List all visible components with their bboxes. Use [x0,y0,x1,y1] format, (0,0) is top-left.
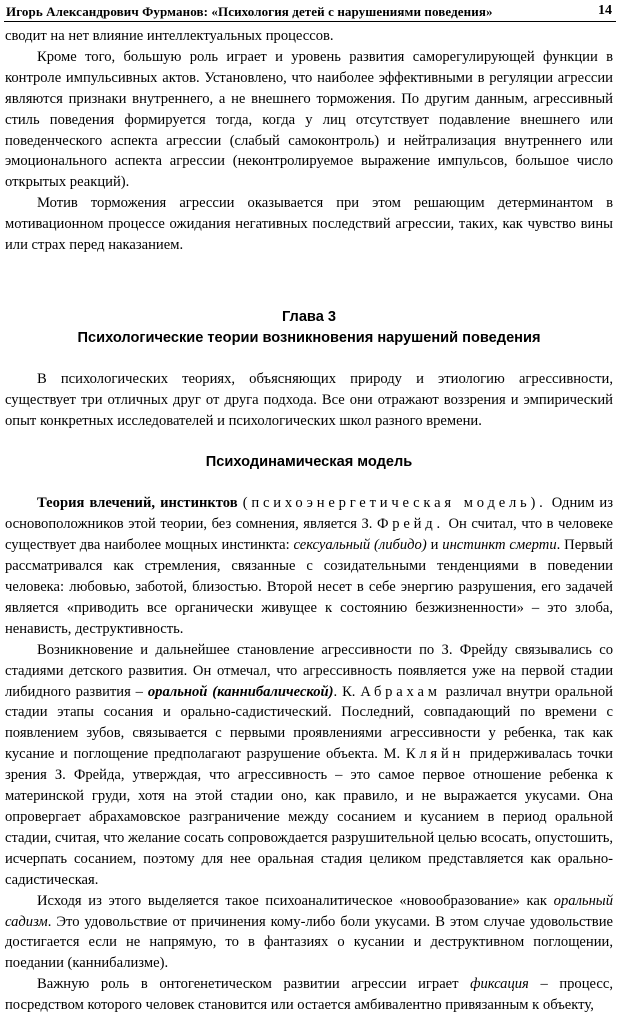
spacer [5,432,613,452]
paragraph-8: Важную роль в онтогенетическом развитии агрессии играет фиксация – процесс, посредством которого человек становится или остается амбивалентно привязанным к объекту, [5,976,613,1014]
paragraph-7: Исходя из этого выделяется такое психоаналитическое «новообразование» как оральный садизм. Это удовольствие от причинения кому-либо боли укусами. В этом случае удовольствие достигается если не напрямую, то в фантазиях о кусании и деструктивном поглощении, поедании (каннибализме). [5,892,613,972]
spacer [5,472,613,493]
paragraph-4: В психологических теориях, объясняющих природу и этиологию агрессивности, существует три отличных друг от друга подхода. Все они отражают воззрения и эмпирический опыт конкретных исследователей и психологических школ разного времени. [5,370,613,429]
paragraph-6: Возникновение и дальнейшее становление агрессивности по З. Фрейду связывались со стадиями детского развития. Он отмечал, что агрессивность появляется уже на первой стадии либидного развития – оральной (каннибалической). К. Абрахам различал внутри оральной стадии этапы сосания и орально-садистический. Последний, совпадающий по времени с появлением зубов, связывается с первыми проявлениями агрессивности у ребенка, так как кусание и поглощение предполагают разрушение объекта. М. Кляйн придерживалась точки зрения З. Фрейда, утверждая, что агрессивность – это самое первое отношение ребенка к материнской груди, хотя на этой стадии оно, как правило, и не выражается укусами. Она опровергает абрахамовское разграничение между сосанием и кусанием в период оральной стадии, считая, что желание сосать сопровождается разрушительной целью всосать, опустошить, исчерпать сосанием, поэтому для нее оральная стадия целиком представляется как орально-садистическая. [5,641,613,888]
paragraph-3: Мотив торможения агрессии оказывается при этом решающим детерминантом в мотивационном процессе ожидания негативных последствий агрессии, таких, как чувство вины или страх перед наказанием. [5,195,613,254]
chapter-title: Психологические теории возникновения нарушений поведения [77,329,541,346]
klein-name: Кляйн [405,746,465,763]
spaced-term: (психоэнергетическая модель). [242,495,547,512]
paragraph-5: Теория влечений, инстинктов (психоэнергетическая модель). Одним из основоположников этой теории, без сомнения, является З. Фрейд. Он считал, что в человеке существует два наиболее мощных инстинкта: сексуальный (либидо) и инстинкт смерти. Первый рассматривался как стремления, связанные с созидательными тенденциями в поведении человека: любовью, заботой, близостью. Второй несет в себе энергию разрушения, его задачей является «приводить все органически живущее к состоянию безжизненности» – это злоба, ненависть, деструктивность. [5,495,613,637]
section-heading: Психодинамическая модель [205,453,413,470]
italic-term: фиксация [470,976,529,993]
spacer [5,349,613,369]
theory-term: Теория влечений, инстинктов [37,495,238,512]
body-text [5,26,613,1016]
header-rule [4,21,616,22]
spacer [5,256,613,307]
header-title: Игорь Александрович Фурманов: «Психология детей с нарушениями поведения» [6,4,493,19]
paragraph-2: Кроме того, большую роль играет и уровень развития саморегулирующей функции в контроле импульсивных актов. Установлено, что наиболее эффективными в регуляции агрессии являются признаки внутреннего, а не внешнего торможения. По другим данным, агрессивный стиль поведения формируется тогда, когда у лиц отсутствует подавление внешнего или поведенческого аспекта агрессии (слабый самоконтроль) и нейтрализация внутреннего или эмоционального аспекта агрессии (неконтролируемое выражение импульсов, большое число открытых реакций). [5,48,613,191]
abraham-name: Абрахам [360,683,441,700]
bold-italic-term: оральной (каннибалической) [147,683,334,700]
italic-term: инстинкт смерти [442,537,557,554]
italic-term: сексуальный (либидо) [293,537,427,554]
italic-term: оральный садизм [5,892,613,930]
page-number: 14 [598,3,612,18]
paragraph-1: сводит на нет влияние интеллектуальных процессов. [5,28,334,44]
freud-name: Фрейд. [376,516,444,533]
running-header [4,2,616,22]
chapter-number: Глава 3 [282,308,336,325]
